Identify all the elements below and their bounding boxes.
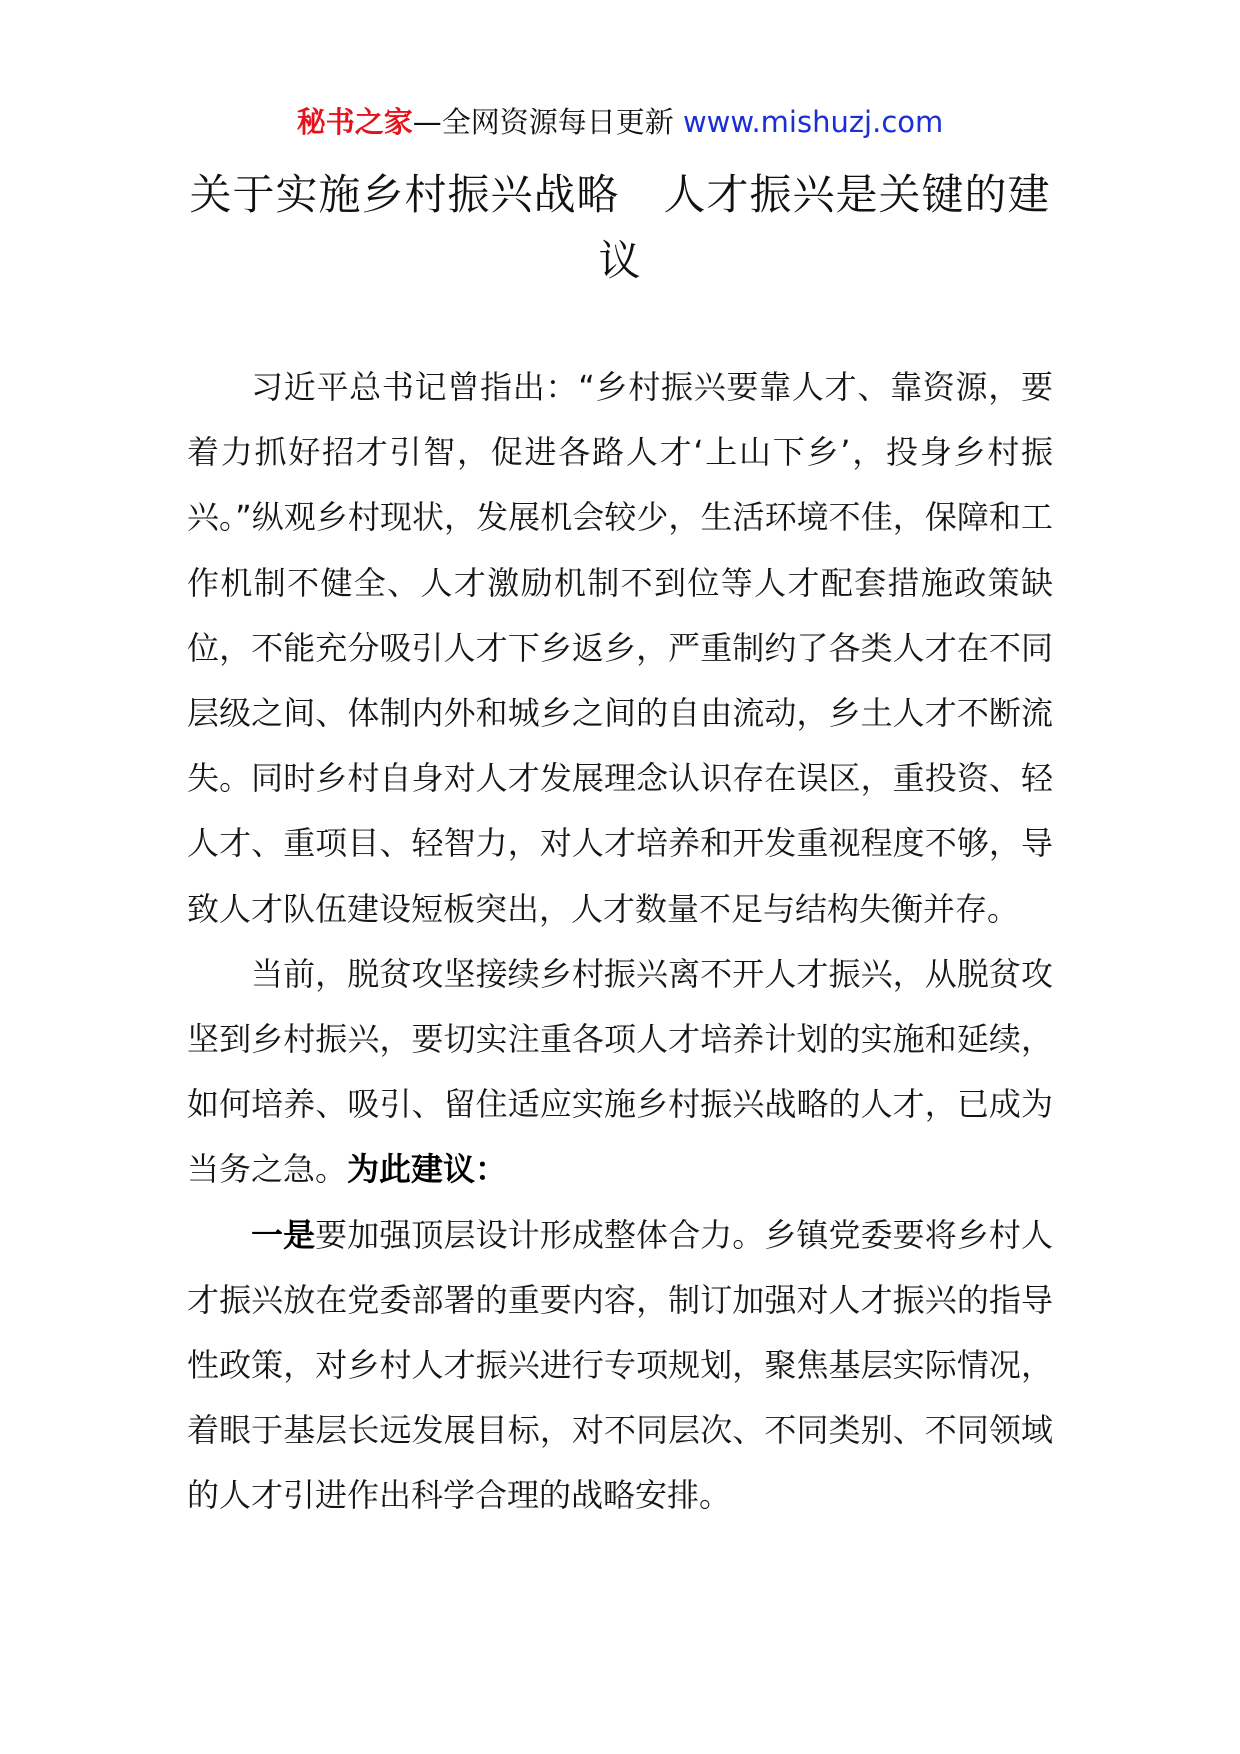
paragraph-1-text: 习近平总书记曾指出：“乡村振兴要靠人才、靠资源，要着力抓好招才引智，促进各路人才‘上山下乡’，投身乡村振兴。”纵观乡村现状，发展机会较少，生活环境不佳，保障和工作机制不健全、人才激励机制不到位等人才配套措施政策缺位，不能充分吸引人才下乡返乡，严重制约了各类人才在不同层级之间、体制内外和城乡之间的自由流动，乡土人才不断流失。同时乡村自身对人才发展理念认识存在误区，重投资、轻人才、重项目、轻智力，对人才培养和开发重视程度不够，导致人才队伍建设短板突出，人才数量不足与结构失衡并存。 [187, 368, 1053, 928]
paragraph-3-text: 要加强顶层设计形成整体合力。乡镇党委要将乡村人才振兴放在党委部署的重要内容，制订加强对人才振兴的指导性政策，对乡村人才振兴进行专项规划，聚焦基层实际情况，着眼于基层长远发展目标，对不同层次、不同类别、不同领域的人才引进作出科学合理的战略安排。 [187, 1215, 1053, 1515]
paragraph-2 [187, 942, 1053, 1203]
paragraph-3-lead: 一是 [251, 1215, 316, 1254]
document-body [187, 355, 1053, 1529]
site-brand: 秘书之家 [296, 105, 413, 139]
site-tagline: —全网资源每日更新 [412, 105, 674, 139]
document-title [180, 162, 1060, 294]
paragraph-1 [187, 355, 1053, 942]
document-title-part1: 关于实施乡村振兴战略 [189, 170, 620, 219]
paragraph-3 [187, 1203, 1053, 1529]
site-url-link[interactable]: www.mishuzj.com [682, 105, 944, 139]
paragraph-2-emphasis: 为此建议： [347, 1150, 508, 1189]
document-title-part2: 人才振兴是关键的建议 [598, 170, 1051, 285]
paragraph-2-text: 当前，脱贫攻坚接续乡村振兴离不开人才振兴，从脱贫攻坚到乡村振兴，要切实注重各项人才培养计划的实施和延续，如何培养、吸引、留住适应实施乡村振兴战略的人才，已成为当务之急。 [187, 954, 1053, 1189]
site-header [0, 102, 1240, 142]
